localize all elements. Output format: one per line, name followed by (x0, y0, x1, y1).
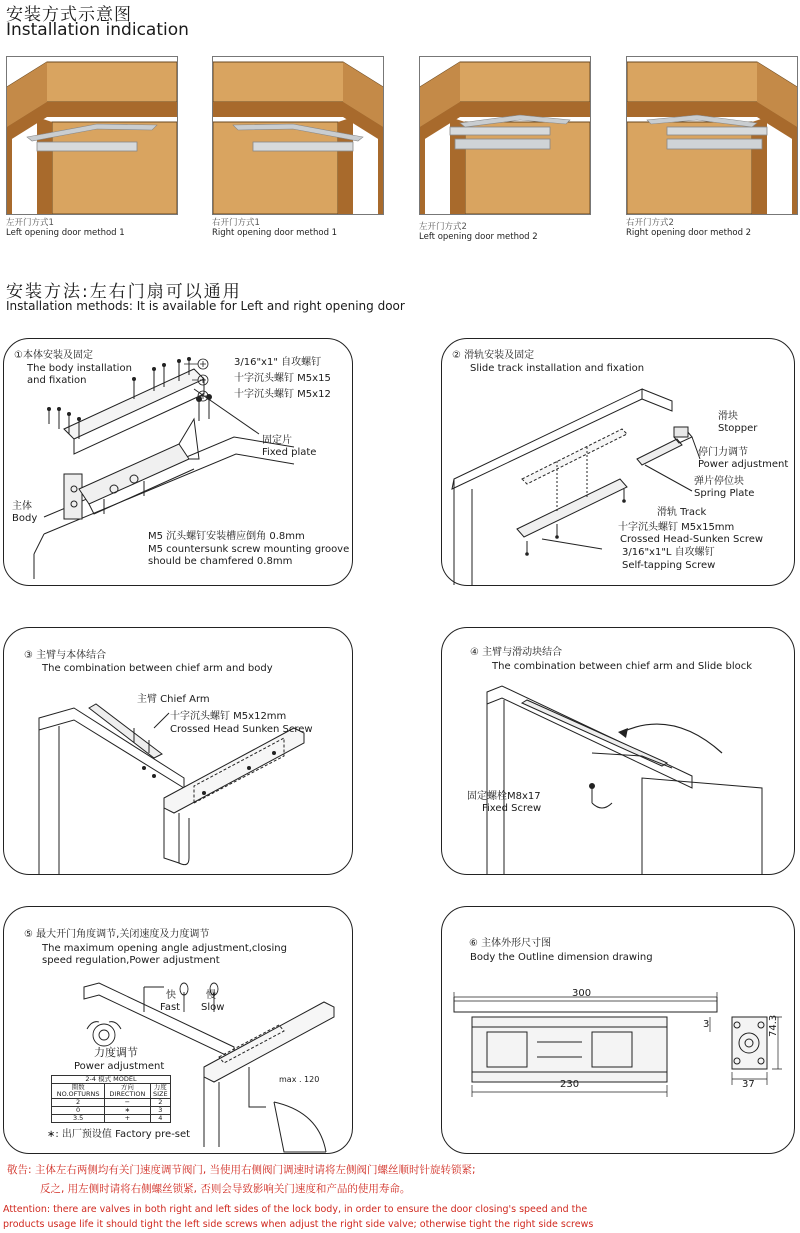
door-closer-illustration (7, 57, 177, 214)
fast-label-en: Fast (160, 1002, 181, 1013)
panel1-title-en2: and fixation (27, 375, 87, 386)
body-label-en: Body (12, 513, 38, 524)
panel1-number: ① (14, 350, 23, 361)
panel4-title-cn (470, 647, 562, 659)
table-row: 2 − 2 (52, 1099, 171, 1107)
panel1-screw-label-1: 3/16"x1" 自攻螺钉 (234, 357, 322, 368)
panel-arm-body (3, 627, 353, 875)
panel3-title-en: The combination between chief arm and body (42, 663, 273, 674)
panel1-note-1: M5 沉头螺钉安装槽应倒角 0.8mm (148, 531, 305, 542)
page-title-en: Installation indication (6, 20, 189, 40)
dim-3: 3 (703, 1019, 710, 1030)
thumb-caption-2: 右开门方式1 Right opening door method 1 (212, 218, 338, 238)
door-closer-illustration (420, 57, 590, 214)
chief-arm-label: 主臂 Chief Arm (137, 694, 210, 705)
methods-title-en: Installation methods: It is available for Left and right opening door (6, 299, 405, 313)
warning-cn-line-1: 敬告: 主体左右两侧均有关门速度调节阀门, 当使用右侧阀门调速时请将左侧阀门螺丝顺时针旋转锁紧; (7, 1164, 476, 1176)
panel2-screw2-en: Self-tapping Screw (622, 560, 716, 571)
door-closer-illustration (213, 57, 383, 214)
dim-230: 230 (560, 1079, 580, 1090)
panel3-number: ③ (24, 650, 33, 661)
panel5-number: ⑤ (24, 929, 33, 940)
power-model-table (51, 1075, 171, 1123)
panel3-title-cn (24, 650, 106, 662)
warning-en-line-1: Attention: there are valves in both right and left sides of the lock body, in order to ensure the door closing's speed and the (3, 1204, 588, 1215)
thumb-right-method-2 (626, 56, 798, 215)
panel5-title-en1: The maximum opening angle adjustment,closing (42, 943, 287, 954)
panel1-screw-label-3: 十字沉头螺钉 M5x12 (234, 389, 331, 400)
panel4-number: ④ (470, 647, 479, 658)
table-header: 力度 SIZE (150, 1084, 170, 1099)
panel-body-installation (3, 338, 353, 586)
panel6-title-text: 主体外形尺寸图 (481, 938, 552, 949)
thumb-caption-1: 左开门方式1 Left opening door method 1 (6, 218, 125, 238)
panel6-number: ⑥ (469, 938, 478, 949)
stopper-label-cn: 滑块 (718, 411, 738, 422)
panel3-screw-en: Crossed Head Sunken Screw (170, 724, 313, 735)
panel5-title-text: 最大开门角度调节,关闭速度及力度调节 (36, 929, 210, 940)
panel2-screw1-cn: 十字沉头螺钉 M5x15mm (618, 522, 735, 533)
door-closer-illustration (627, 57, 797, 214)
max-angle-label: max . 120 (279, 1075, 320, 1084)
panel-dimensions (441, 906, 795, 1154)
dim-74-3: 74.3 (768, 1014, 779, 1037)
panel1-note-3: should be chamfered 0.8mm (148, 556, 293, 567)
panel1-screw-label-2: 十字沉头螺钉 M5x15 (234, 373, 331, 384)
panel3-screw-cn: 十字沉头螺钉 M5x12mm (170, 711, 287, 722)
thumb-left-method-2 (419, 56, 591, 215)
thumb-caption-3: 左开门方式2 Left opening door method 2 (419, 222, 538, 242)
power-adjust-label-cn: 停门力调节 (698, 447, 748, 458)
thumb-left-method-1 (6, 56, 178, 215)
panel4-title-text: 主臂与滑动块结合 (482, 647, 563, 658)
warning-cn-line-2: 反之, 用左侧时请将右侧螺丝锁紧, 否则会导致影响关门速度和产品的使用寿命。 (40, 1183, 411, 1195)
dim-300: 300 (572, 988, 592, 999)
panel5-title-en2: speed regulation,Power adjustment (42, 955, 220, 966)
slow-label-en: Slow (201, 1002, 225, 1013)
power-adjust-cn: 力度调节 (94, 1046, 138, 1059)
panel2-screw2-cn: 3/16"x1"L 自攻螺钉 (622, 547, 715, 558)
panel4-title-en: The combination between chief arm and Slide block (492, 661, 753, 672)
slow-label-cn: 慢 (206, 990, 216, 1001)
factory-preset-note: ∗: 出厂预设值 Factory pre-set (47, 1129, 191, 1140)
panel-slide-track (441, 338, 795, 586)
fixed-plate-label-cn: 固定片 (262, 435, 292, 446)
body-label-cn: 主体 (12, 501, 32, 512)
page-title-cn: 安装方式示意图 (6, 5, 132, 25)
table-title: 2-4 模式 MODEL (52, 1076, 171, 1084)
dim-37: 37 (742, 1079, 755, 1090)
panel2-title-en: Slide track installation and fixation (470, 363, 645, 374)
table-row: 3.5 + 4 (52, 1115, 171, 1123)
panel1-title-cn (14, 350, 93, 362)
stopper-label-en: Stopper (718, 423, 758, 434)
fast-label-cn: 快 (166, 990, 176, 1001)
warning-en-line-2: products usage life it should tight the left side screws when adjust the right side valve; otherwise tight the right side screws (3, 1219, 594, 1230)
track-label: 滑轨 Track (657, 507, 707, 518)
table-header: 圈数 NO.OFTURNS (52, 1084, 105, 1099)
panel5-title-cn (24, 929, 209, 941)
fixed-screw-label-cn: 固定螺栓M8x17 (467, 791, 541, 802)
panel6-title-en: Body the Outline dimension drawing (470, 952, 653, 963)
fixed-plate-label-en: Fixed plate (262, 447, 317, 458)
panel1-title-en1: The body installation (27, 363, 132, 374)
panel-adjustment (3, 906, 353, 1154)
panel2-screw1-en: Crossed Head-Sunken Screw (620, 534, 764, 545)
fixed-screw-label-en: Fixed Screw (482, 803, 542, 814)
power-adjust-en: Power adjustment (74, 1061, 165, 1072)
panel2-number: ② (452, 350, 461, 361)
panel2-title-cn (452, 350, 534, 362)
spring-plate-label-cn: 弹片停位块 (694, 476, 744, 487)
thumb-right-method-1 (212, 56, 384, 215)
panel2-title-text: 滑轨安装及固定 (464, 350, 535, 361)
panel1-title-text: 本体安装及固定 (22, 350, 93, 361)
panel3-title-text: 主臂与本体结合 (36, 650, 107, 661)
power-adjust-label-en: Power adjustment (698, 459, 789, 470)
table-header: 方向 DIRECTION (105, 1084, 150, 1099)
thumb-caption-4: 右开门方式2 Right opening door method 2 (626, 218, 752, 238)
panel6-title-cn (469, 938, 551, 950)
panel1-note-2: M5 countersunk screw mounting groove (148, 544, 350, 555)
spring-plate-label-en: Spring Plate (694, 488, 755, 499)
methods-title-cn: 安装方法:左右门扇可以通用 (6, 282, 242, 302)
panel-arm-slide-block (441, 627, 795, 875)
table-row: 0 ∗ 3 (52, 1107, 171, 1115)
